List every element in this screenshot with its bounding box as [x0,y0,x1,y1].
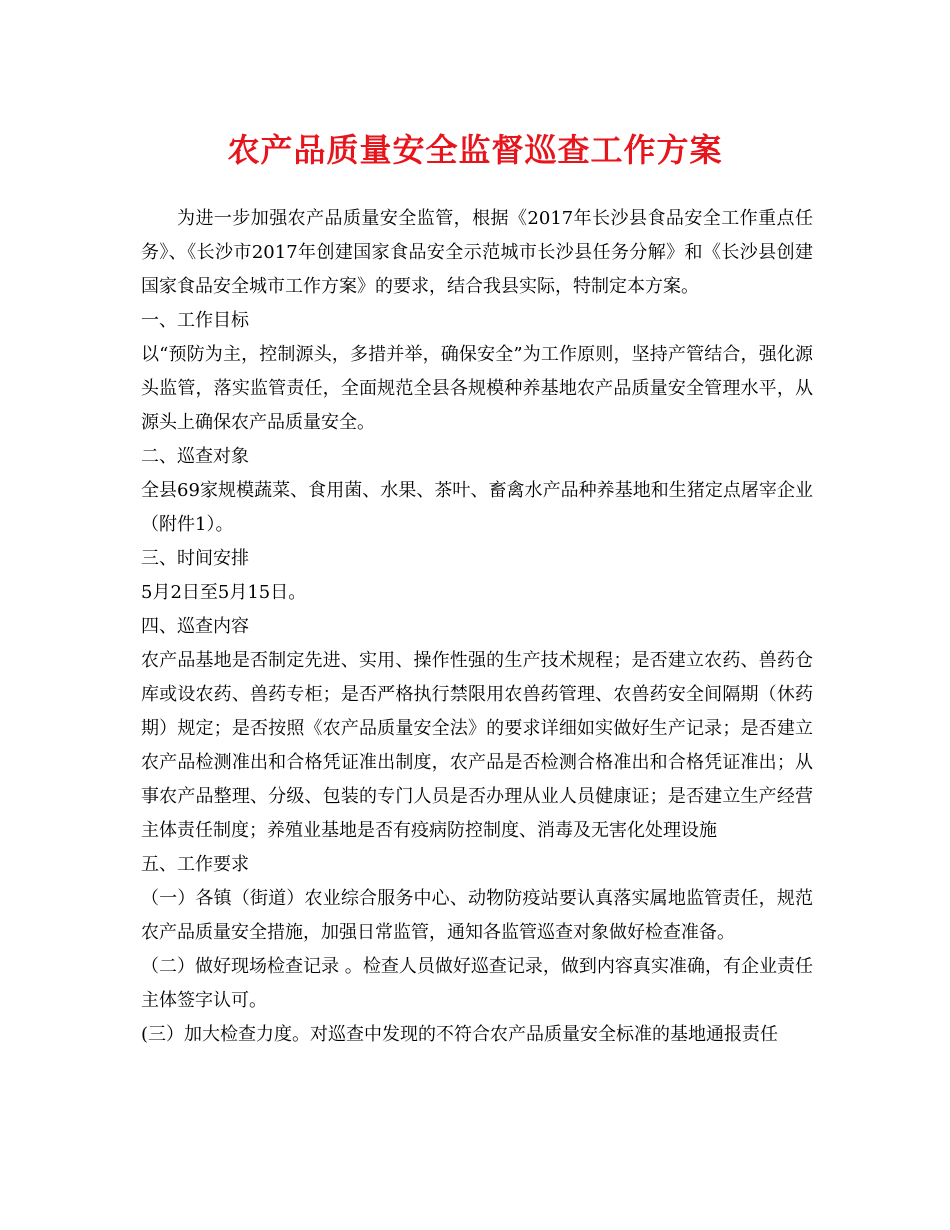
document-title: 农产品质量安全监督巡查工作方案 [227,131,723,169]
section-paragraph: 农产品基地是否制定先进、实用、操作性强的生产技术规程；是否建立农药、兽药仓库或设农药、兽药专柜；是否严格执行禁限用农兽药管理、农兽药安全间隔期（休药期）规定；是否按照《农产品质量安全法》的要求详细如实做好生产记录；是否建立农产品检测准出和合格凭证准出制度，农产品是否检测合格准出和合格凭证准出；从事农产品整理、分级、包装的专门人员是否办理从业人员健康证；是否建立生产经营主体责任制度；养殖业基地是否有疫病防控制度、消毒及无害化处理设施 [141,650,813,841]
section-paragraph: （一）各镇（街道）农业综合服务中心、动物防疫站要认真落实属地监管责任，规范农产品质量安全措施，加强日常监管，通知各监管巡查对象做好检查准备。 [141,888,813,943]
section-paragraph: 以“预防为主，控制源头，多措并举，确保安全”为工作原则，坚持产管结合，强化源头监管，落实监管责任，全面规范全县各规模种养基地农产品质量安全管理水平，从源头上确保农产品质量安全。 [141,344,813,433]
section-heading: 五、工作要求 [141,854,249,875]
section-heading: 一、工作目标 [141,310,249,331]
section-paragraph: 5月2日至5月15日。 [141,582,307,603]
section-heading: 四、巡查内容 [141,616,249,637]
section-paragraph: 全县69家规模蔬菜、食用菌、水果、茶叶、畜禽水产品种养基地和生猪定点屠宰企业（附件1）。 [141,480,813,535]
section-heading: 二、巡查对象 [141,446,249,467]
section-heading: 三、时间安排 [141,548,249,569]
section-paragraph: （二）做好现场检查记录 。检查人员做好巡查记录，做到内容真实准确，有企业责任主体签字认可。 [141,956,813,1011]
intro-paragraph: 为进一步加强农产品质量安全监管，根据《2017年长沙县食品安全工作重点任务》、《长沙市2017年创建国家食品安全示范城市长沙县任务分解》和《长沙县创建国家食品安全城市工作方案》的要求，结合我县实际，特制定本方案。 [141,208,813,297]
section-paragraph: (三）加大检查力度。对巡查中发现的不符合农产品质量安全标准的基地通报责任 [141,1024,779,1045]
document-body [141,202,813,1052]
